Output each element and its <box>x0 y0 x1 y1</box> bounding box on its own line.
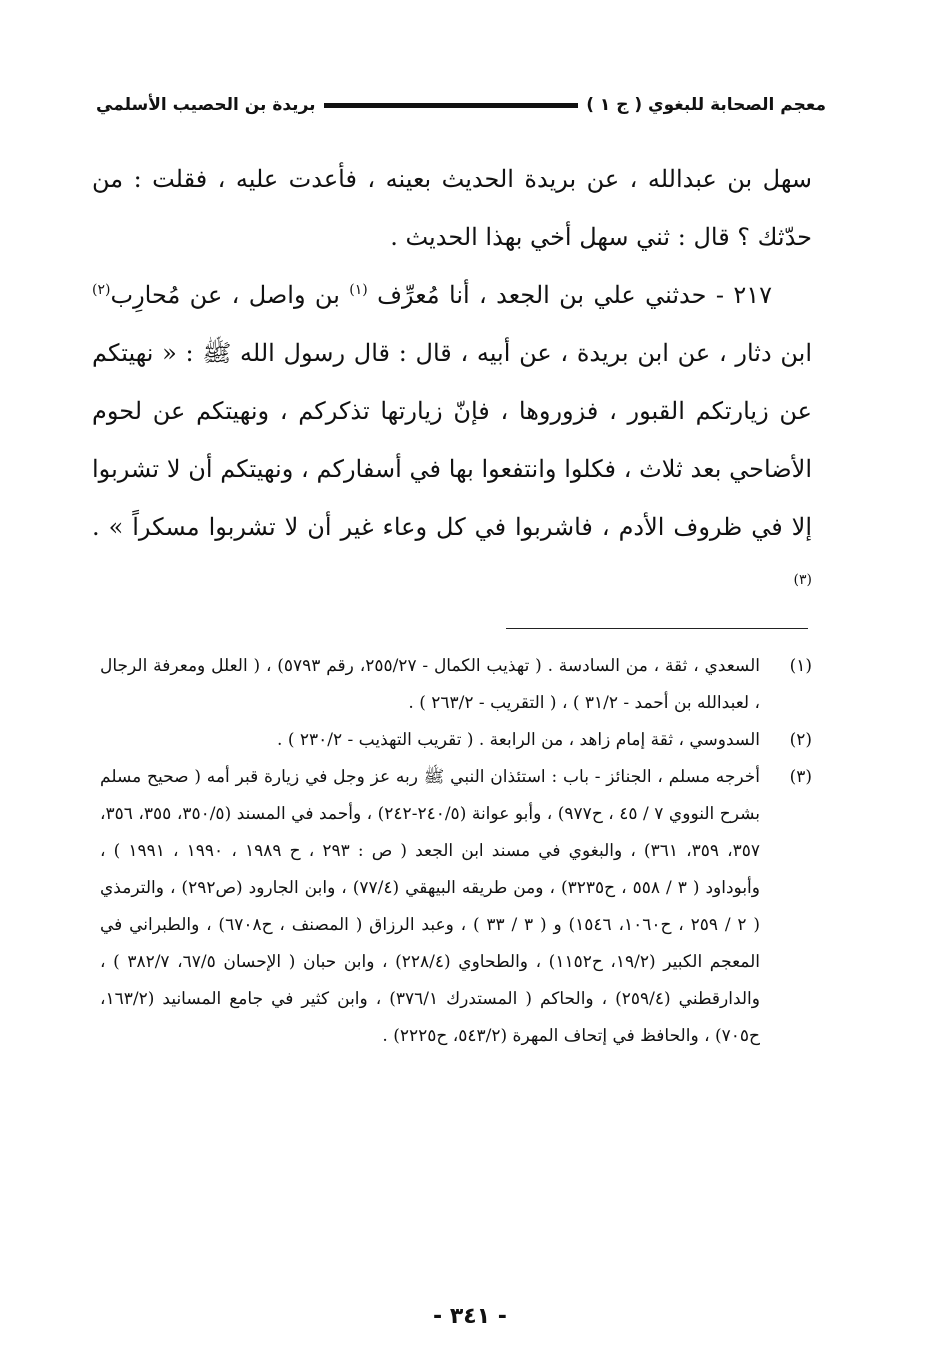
footnote-text: السدوسي ، ثقة إمام زاهد ، من الرابعة . ( تقريب التهذيب - ٢٣٠/٢ ) . <box>277 730 760 750</box>
header-book-title: معجم الصحابة للبغوي ( ج ١ ) <box>586 95 826 115</box>
footnote-text: أخرجه مسلم ، الجنائز - باب : استئذان النبي ﷺ ربه عز وجل في زيارة قبر أمه ( صحيح مسلم بشرح النووي ٧ / ٤٥ ، ح٩٧٧) ، وأبو عوانة (٢٤٠/٥-٢٤٢) ، وأحمد في المسند (٣٥٠/٥، ٣٥٥، ٣٥٦، ٣٥٧، ٣٥٩، ٣٦١) ، والبغوي في مسند ابن الجعد ( ص : ٢٩٣ ، ح ١٩٨٩ ، ١٩٩٠ ، ١٩٩١ ) ، وأبوداود ( ٣ / ٥٥٨ ، ح٣٢٣٥) ، ومن طريقه البيهقي (٧٧/٤) ، وابن الجارود (ص٢٩٢) ، والترمذي ( ٢ / ٢٥٩ ، ح١٠٦٠، ١٥٤٦) و ( ٣ / ٣٣ ) ، وعبد الرزاق ( المصنف ، ح٦٧٠٨) ، والطبراني في المعجم الكبير (١٩/٢، ح١١٥٢) ، والطحاوي (٢٢٨/٤) ، وابن حبان ( الإحسان ٦٧/٥، ٣٨٢/٧ ) ، والدارقطني (٢٥٩/٤) ، والحاكم ( المستدرك ٣٧٦/١) ، وابن كثير في جامع المسانيد (١٦٣/٢، ح٧٠٥) ، والحافظ في إتحاف المهرة (٥٤٣/٢، ح٢٢٢٥) . <box>100 767 761 1046</box>
page-number: - ٣٤١ - <box>433 1304 507 1329</box>
footnote-ref-3[interactable]: (٣) <box>793 572 812 588</box>
footnote-separator <box>506 628 808 629</box>
hadith-text-b: بن واصل ، عن مُحارِب <box>110 281 340 309</box>
hadith-text-a: ٢١٧ - حدثني علي بن الجعد ، أنا مُعرِّف <box>377 281 772 309</box>
running-header <box>96 88 826 122</box>
main-text <box>92 150 812 614</box>
footnote-3 <box>100 759 812 1055</box>
footnote-2 <box>100 722 812 759</box>
header-section-title: بريدة بن الحصيب الأسلمي <box>96 95 316 115</box>
header-rule <box>324 103 579 108</box>
footnotes <box>100 648 812 1055</box>
hadith-217 <box>92 266 812 614</box>
paragraph-continuation: سهل بن عبدالله ، عن بريدة الحديث بعينه ، فأعدت عليه ، فقلت : من حدّثك ؟ قال : ثني سهل أخي بهذا الحديث . <box>92 165 812 251</box>
footnote-1 <box>100 648 812 722</box>
footnote-number: (١) <box>789 656 812 676</box>
footnote-ref-1[interactable]: (١) <box>349 282 368 298</box>
footnote-ref-2[interactable]: (٢) <box>92 282 111 298</box>
footnote-number: (٢) <box>789 730 812 750</box>
footnote-number: (٣) <box>789 767 812 787</box>
footnote-text: السعدي ، ثقة ، من السادسة . ( تهذيب الكمال - ٢٥٥/٢٧، رقم ٥٧٩٣) ، ( العلل ومعرفة الرجال ، لعبدالله بن أحمد - ٣١/٢ ) ، ( التقريب - ٢٦٣/٢ ) . <box>100 656 760 713</box>
hadith-text-c: ابن دثار ، عن ابن بريدة ، عن أبيه ، قال : قال رسول الله ﷺ : « نهيتكم عن زيارتكم القبور ، فزوروها ، فإنّ زيارتها تذكركم ، ونهيتكم عن لحوم الأضاحي بعد ثلاث ، فكلوا وانتفعوا بها في أسفاركم ، ونهيتكم أن لا تشربوا إلا في ظروف الأدم ، فاشربوا في كل وعاء غير أن لا تشربوا مسكراً » . <box>92 339 812 541</box>
